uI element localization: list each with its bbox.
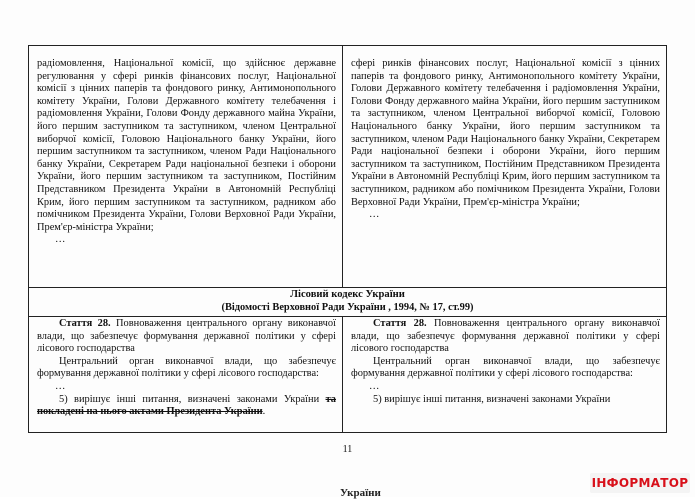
ellipsis: … (369, 209, 380, 221)
left-cell (29, 46, 343, 287)
ellipsis: … (55, 380, 66, 392)
section-header-row (29, 287, 666, 317)
article-number: Стаття 28. (373, 318, 427, 329)
ellipsis: … (55, 234, 66, 246)
item-end: . (262, 406, 266, 418)
page-number: 11 (342, 444, 353, 455)
article-number: Стаття 28. (59, 318, 111, 329)
right-cell (343, 46, 666, 287)
article-item-5 (37, 394, 336, 419)
table-row (29, 46, 666, 288)
article-item-5: 5) вирішує інші питання, визначені законами України (373, 393, 611, 405)
table-row (29, 316, 666, 432)
section-title: Лісовий кодекс України (290, 289, 405, 300)
article-title: Повноваження центрального органу виконавчої влади, що забезпечує формування державної політики у сфері лісового господарства (351, 318, 660, 355)
informator-logo: ІНФОРМАТОР (590, 473, 690, 493)
article-title: Повноваження центрального органу виконавчої влади, що забезпечує формування державної політики у сфері лісового господарства (37, 318, 336, 355)
article-heading (351, 318, 660, 356)
article-body: Центральний орган виконавчої влади, що забезпечує формування державної політики у сфері лісового господарства: (37, 355, 336, 380)
right-cell-text: сфері ринків фінансових послуг, Національної комісії з цінних паперів та фондового ринку, Антимонопольного комітету України, Голови Державного комітету телебачення і радіомовлення України, Голови Фонду державного майна України, його першим заступником та заступником, членом Центральної виборчої комісії, Головою Національного банку України, його першим заступником та заступником, членом Ради Національного банку України, Секретарем Ради національної безпеки і оборони України, його першим заступником та заступником, Постійним Представником Президента України в Автономній Республіці Крим, його першим заступником та заступником, радником або помічником Президента України, Голови Верховної Ради України, Прем'єр-міністра України; (351, 58, 660, 208)
struck-text: та покладені на нього актами Президента України (37, 393, 336, 418)
item-text: 5) вирішує інші питання, визначені законами України (59, 393, 320, 405)
article-heading (37, 318, 336, 356)
comparison-table (28, 45, 667, 433)
ellipsis: … (369, 380, 380, 392)
left-cell-text: радіомовлення, Національної комісії, що здійснює державне регулювання у сфері ринків фінансових послуг, Національної комісії з цінних паперів та фондового ринку, Антимонопольного комітету України, Голови Державного комітету телебачення і радіомовлення України, Голови Фонду державного майна України, його першим заступником та заступником, членом Центральної виборчої комісії, Головою Національного банку України, його першим заступником та заступником, членом Ради Національного банку України, Секретарем Ради національної безпеки і оборони України, його першим заступником та заступником, Постійним Представником Президента України в Автономній Республіці Крим, його першим заступником та заступником, радником або помічником Президента України, Голови Верховної Ради України, Прем'єр-міністра України; (37, 58, 336, 233)
article-body: Центральний орган виконавчої влади, що забезпечує формування державної політики у сфері лісового господарства: (351, 355, 660, 380)
left-cell (29, 316, 343, 432)
next-page-fragment: України (340, 487, 381, 499)
right-cell (343, 316, 666, 432)
section-source: (Відомості Верховної Ради України , 1994, № 17, ст.99) (221, 301, 474, 313)
